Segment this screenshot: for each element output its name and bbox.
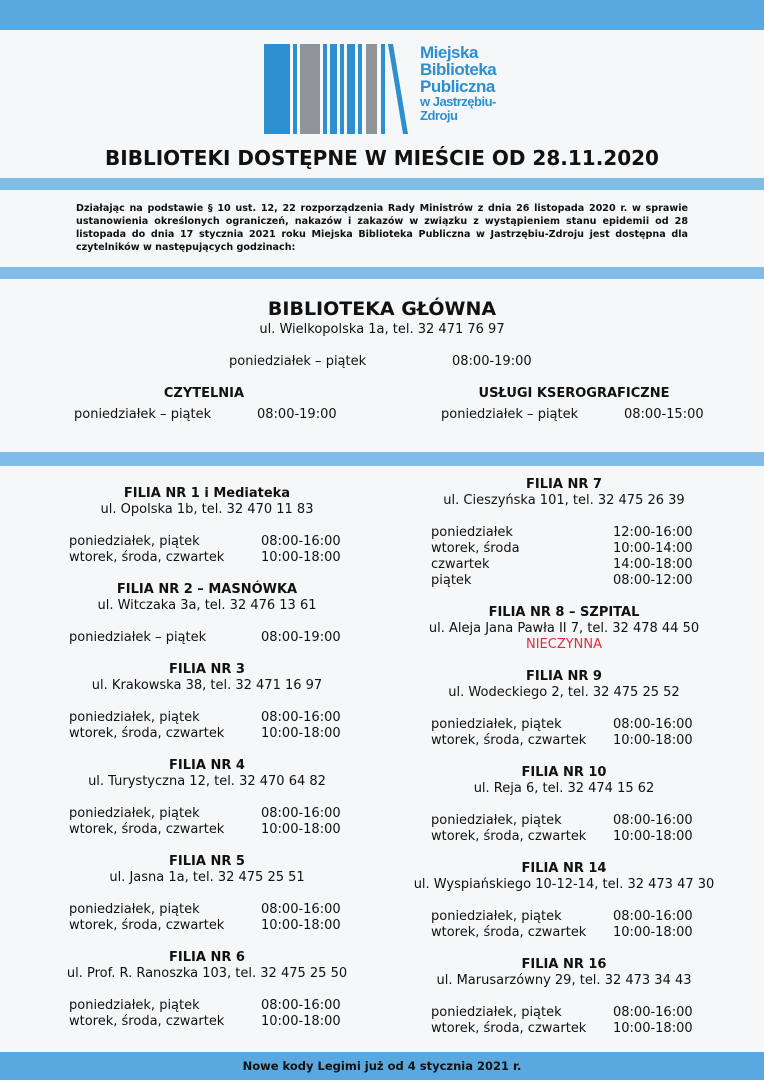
branch-title: FILIA NR 1 i Mediateka — [123, 486, 291, 501]
branch-days: poniedziałek, piątek — [69, 534, 200, 549]
copy-service-title: USŁUGI KSEROGRAFICZNE — [478, 386, 670, 401]
reading-room-title: CZYTELNIA — [163, 386, 245, 401]
branch-title: FILIA NR 2 – MASNÓWKA — [116, 582, 298, 597]
branch-hours: 08:00-16:00 — [613, 1005, 693, 1020]
main-hours: 08:00-19:00 — [452, 354, 532, 369]
branch-hours: 08:00-16:00 — [261, 902, 341, 917]
branch-address: ul. Reja 6, tel. 32 474 15 62 — [473, 781, 655, 796]
main-library-title: BIBLIOTEKA GŁÓWNA — [267, 298, 497, 320]
branch-address: ul. Marusarzówny 29, tel. 32 473 34 43 — [436, 973, 692, 988]
branch-hours: 12:00-16:00 — [613, 525, 693, 540]
branch-hours: 08:00-16:00 — [261, 534, 341, 549]
branch-hours: 10:00-18:00 — [261, 550, 341, 565]
branch-days: poniedziałek, piątek — [69, 806, 200, 821]
logo-line: Zdroju — [420, 108, 458, 123]
intro-paragraph: Działając na podstawie § 10 ust. 12, 22 rozporządzenia Rady Ministrów z dnia 26 listopada 2020 r. w sprawie ustanowienia określonych ograniczeń, nakazów i zakazów w związku z wystąpieniem stanu epidemii od 28 listopada do dnia 17 stycznia 2021 roku Miejska Biblioteka Publiczna w Jastrzębiu-Zdroju jest dostępna dla czytelników w następujących godzinach: — [76, 203, 688, 253]
reading-room-hours: 08:00-19:00 — [257, 407, 337, 422]
logo-line: Miejska — [420, 43, 478, 62]
branch-title: FILIA NR 7 — [526, 477, 602, 492]
branch-hours: 10:00-14:00 — [613, 541, 693, 556]
branch-days: wtorek, środa, czwartek — [431, 1021, 587, 1036]
branch-days: wtorek, środa, czwartek — [431, 925, 587, 940]
reading-room-days: poniedziałek – piątek — [74, 407, 212, 422]
branch-hours: 10:00-18:00 — [261, 918, 341, 933]
branch-title: FILIA NR 10 — [521, 765, 607, 780]
branch-address: ul. Wyspiańskiego 10-12-14, tel. 32 473 47 30 — [413, 877, 715, 892]
branch-days: poniedziałek – piątek — [69, 630, 207, 645]
branch-hours: 10:00-18:00 — [613, 733, 693, 748]
library-logo-text — [420, 44, 496, 123]
branch-title: FILIA NR 9 — [526, 669, 602, 684]
branch-days: piątek — [431, 573, 472, 588]
branch-days: poniedziałek, piątek — [431, 717, 562, 732]
branch-hours: 10:00-18:00 — [261, 822, 341, 837]
branch-address: ul. Prof. R. Ranoszka 103, tel. 32 475 25 50 — [66, 966, 348, 981]
branch-title: FILIA NR 8 – SZPITAL — [488, 605, 640, 620]
branch-hours: 08:00-16:00 — [613, 717, 693, 732]
branch-hours: 10:00-18:00 — [261, 726, 341, 741]
branch-hours: 08:00-16:00 — [613, 909, 693, 924]
branch-hours: 08:00-16:00 — [261, 710, 341, 725]
logo-line: w Jastrzębiu- — [420, 94, 496, 109]
copy-service-hours: 08:00-15:00 — [624, 407, 704, 422]
branch-days: wtorek, środa, czwartek — [69, 726, 225, 741]
branch-days: poniedziałek, piątek — [431, 813, 562, 828]
library-logo-bars — [264, 44, 414, 134]
branch-days: poniedziałek, piątek — [69, 902, 200, 917]
branch-hours: 08:00-16:00 — [261, 806, 341, 821]
branch-days: wtorek, środa, czwartek — [69, 1014, 225, 1029]
main-days: poniedziałek – piątek — [229, 354, 367, 369]
title-stripe — [0, 178, 764, 190]
branch-days: poniedziałek, piątek — [69, 998, 200, 1013]
branch-hours: 10:00-18:00 — [261, 1014, 341, 1029]
branch-days: wtorek, środa, czwartek — [431, 733, 587, 748]
branch-title: FILIA NR 14 — [521, 861, 607, 876]
branch-hours: 10:00-18:00 — [613, 1021, 693, 1036]
logo-line: Publiczna — [420, 77, 495, 96]
main-library-address: ul. Wielkopolska 1a, tel. 32 471 76 97 — [259, 322, 505, 337]
branch-days: poniedziałek, piątek — [431, 1005, 562, 1020]
branch-hours: 08:00-12:00 — [613, 573, 693, 588]
branch-hours: 08:00-16:00 — [261, 998, 341, 1013]
branch-hours: 08:00-16:00 — [613, 813, 693, 828]
branch-hours: 10:00-18:00 — [613, 829, 693, 844]
branch-hours: 10:00-18:00 — [613, 925, 693, 940]
copy-service-days: poniedziałek – piątek — [441, 407, 579, 422]
branch-days: wtorek, środa, czwartek — [431, 829, 587, 844]
main-stripe — [0, 452, 764, 466]
branch-days: wtorek, środa, czwartek — [69, 550, 225, 565]
branch-title: FILIA NR 16 — [521, 957, 607, 972]
intro-stripe — [0, 267, 764, 279]
branch-address: ul. Jasna 1a, tel. 32 475 25 51 — [109, 870, 305, 885]
branch-address: ul. Witczaka 3a, tel. 32 476 13 61 — [97, 598, 317, 613]
footer-note: Nowe kody Legimi już od 4 stycznia 2021 r. — [242, 1059, 522, 1073]
branch-days: czwartek — [431, 557, 490, 572]
branch-hours: 08:00-19:00 — [261, 630, 341, 645]
branch-days: wtorek, środa — [431, 541, 520, 556]
branch-address: ul. Krakowska 38, tel. 32 471 16 97 — [91, 678, 323, 693]
page-title: BIBLIOTEKI DOSTĘPNE W MIEŚCIE OD 28.11.2020 — [105, 146, 659, 170]
top-stripe — [0, 0, 764, 30]
branch-address: ul. Aleja Jana Pawła II 7, tel. 32 478 44 50 — [428, 621, 700, 636]
branch-address: ul. Wodeckiego 2, tel. 32 475 25 52 — [448, 685, 680, 700]
branch-days: poniedziałek — [431, 525, 513, 540]
branch-address: ul. Cieszyńska 101, tel. 32 475 26 39 — [443, 493, 685, 508]
branch-address: ul. Turystyczna 12, tel. 32 470 64 82 — [88, 774, 326, 789]
branch-title: FILIA NR 3 — [169, 662, 245, 677]
branch-days: poniedziałek, piątek — [431, 909, 562, 924]
branch-status: NIECZYNNA — [525, 637, 603, 652]
branch-days: poniedziałek, piątek — [69, 710, 200, 725]
branch-title: FILIA NR 4 — [169, 758, 245, 773]
branch-title: FILIA NR 6 — [169, 950, 245, 965]
branch-title: FILIA NR 5 — [169, 854, 245, 869]
logo-line: Biblioteka — [420, 60, 497, 79]
branch-address: ul. Opolska 1b, tel. 32 470 11 83 — [100, 502, 314, 517]
branch-days: wtorek, środa, czwartek — [69, 918, 225, 933]
branch-hours: 14:00-18:00 — [613, 557, 693, 572]
branch-days: wtorek, środa, czwartek — [69, 822, 225, 837]
